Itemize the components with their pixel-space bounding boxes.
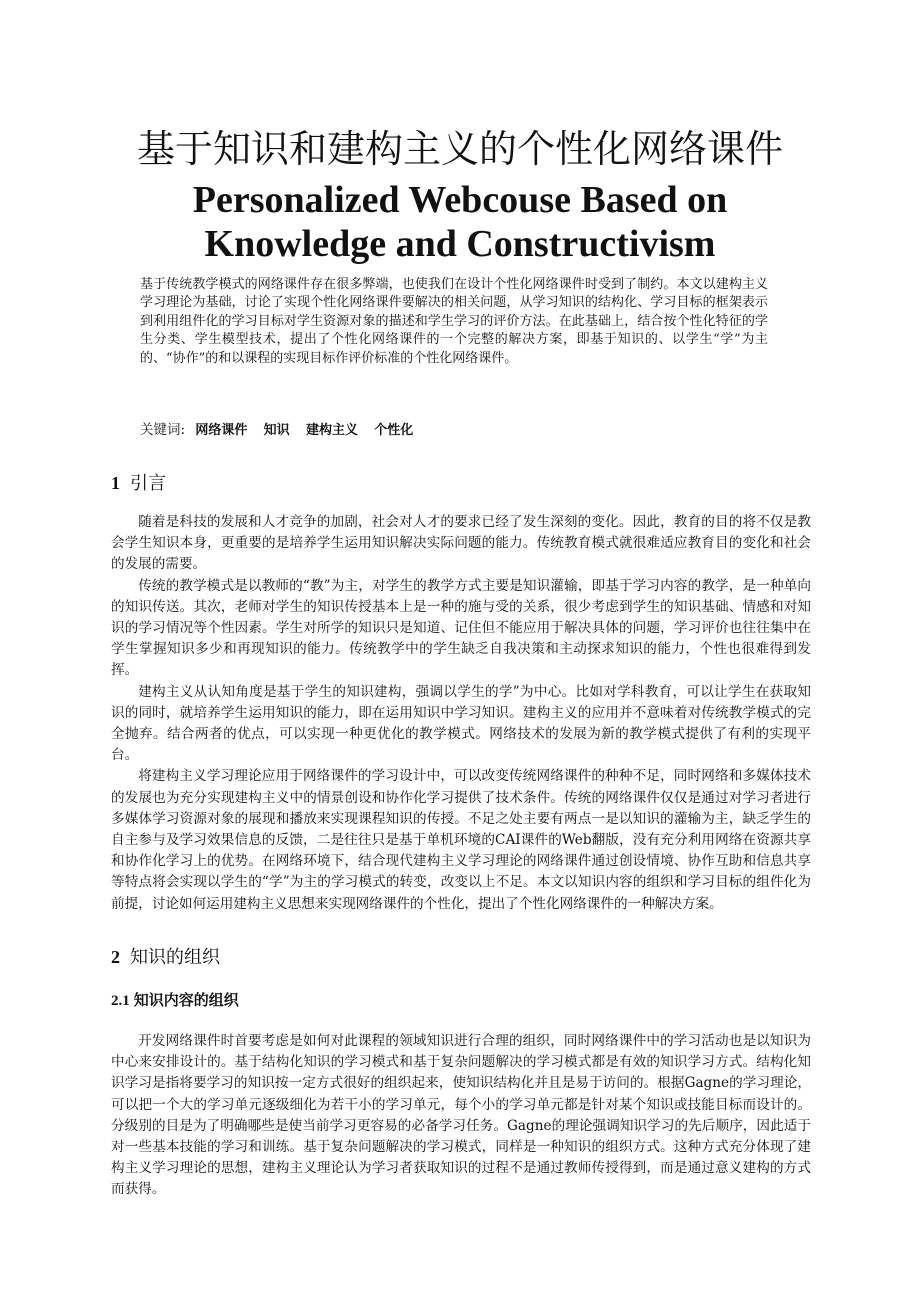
section-2-title: 知识的组织 bbox=[130, 947, 220, 968]
section-1-paragraph: 建构主义从认知角度是基于学生的知识建构，强调以学生的学”为中心。比如对学科教育，可以让学生在获取知识的同时，就培养学生运用知识的能力，即在运用知识中学习知识。建构主义的应用并不意味着对传统教学模式的完全抛弃。结合两者的优点，可以实现一种更优化的教学模式。网络技术的发展为新的教学模式提供了有利的实现平台。 bbox=[111, 683, 811, 764]
section-2-heading bbox=[111, 945, 220, 970]
keyword-4: 个性化 bbox=[374, 423, 414, 438]
section-1-paragraph: 将建构主义学习理论应用于网络课件的学习设计中，可以改变传统网络课件的种种不足，同时网络和多媒体技术的发展也为充分实现建构主义中的情景创设和协作化学习提供了技术条件。传统的网络课件仅仅是通过对学习者进行多媒体学习资源对象的展现和播放来实现课程知识的传授。不足之处主要有两点一是以知识的灌输为主，缺乏学生的自主参与及学习效果信息的反馈，二是往往只是基于单机环境的CAI课件的Web翻版，没有充分利用网络在资源共享和协作化学习上的优势。在网络环境下，结合现代建构主义学习理论的网络课件通过创设情境、协作互助和信息共享等特点将会实现以学生的“学”为主的学习模式的转变，改变以上不足。本文以知识内容的组织和学习目标的组件化为前提，讨论如何运用建构主义思想来实现网络课件的个性化，提出了个性化网络课件的一种解决方案。 bbox=[111, 768, 811, 912]
section-1-heading bbox=[111, 471, 166, 496]
keyword-2: 知识 bbox=[263, 423, 290, 438]
title-chinese: 基于知识和建构主义的个性化网络课件 bbox=[136, 127, 783, 171]
section-1-paragraph: 传统的教学模式是以教师的“教”为主，对学生的教学方式主要是知识灌输，即基于学习内容的教学，是一种单向的知识传送。其次，老师对学生的知识传授基本上是一种的施与受的关系，很少考虑到学生的知识基础、情感和对知识的学习情况等个性因素。学生对所学的知识只是知道、记住但不能应用于解决具体的问题，学习评价也往往集中在学生掌握知识多少和再现知识的能力。传统教学中的学生缺乏自我决策和主动探求知识的能力，个性也很难得到发挥。 bbox=[111, 577, 811, 679]
keywords-label: 关键词: bbox=[140, 422, 186, 438]
keyword-1: 网络课件 bbox=[195, 423, 248, 438]
keywords bbox=[140, 421, 768, 440]
keyword-3: 建构主义 bbox=[305, 423, 358, 438]
title-english-line2: Knowledge and Constructivism bbox=[204, 223, 716, 265]
section-2-number: 2 bbox=[111, 947, 120, 967]
section-2-1-body bbox=[111, 1031, 811, 1201]
title-english bbox=[0, 178, 920, 266]
section-2-1-title: 知识内容的组织 bbox=[133, 991, 239, 1009]
section-2-1-number: 2.1 bbox=[111, 993, 130, 1009]
section-1-number: 1 bbox=[111, 473, 120, 493]
abstract: 基于传统教学模式的网络课件存在很多弊端，也使我们在设计个性化网络课件时受到了制约。本文以建构主义学习理论为基础，讨论了实现个性化网络课件要解决的相关问题，从学习知识的结构化、学习目标的框架表示到利用组件化的学习目标对学生资源对象的描述和学生学习的评价方法。在此基础上，结合按个性化特征的学生分类、学生模型技术，提出了个性化网络课件的一个完整的解决方案，即基于知识的、以学生“学”为主的、“协作”的和以课程的实现目标作评价标准的个性化网络课件。 bbox=[140, 277, 768, 366]
section-1-body bbox=[111, 512, 811, 915]
section-1-title: 引言 bbox=[130, 473, 166, 494]
title-english-line1: Personalized Webcouse Based on bbox=[192, 179, 728, 221]
section-1-paragraph: 随着是科技的发展和人才竞争的加剧，社会对人才的要求已经了发生深刻的变化。因此，教育的目的将不仅是教会学生知识本身，更重要的是培养学生运用知识解决实际问题的能力。传统教育模式就很难适应教育目的变化和社会的发展的需要。 bbox=[111, 514, 811, 573]
section-2-1-paragraph: 开发网络课件时首要考虑是如何对此课程的领域知识进行合理的组织，同时网络课件中的学习活动也是以知识为中心来安排设计的。基于结构化知识的学习模式和基于复杂问题解决的学习模式都是有效的知识学习方式。结构化知识学习是指将要学习的知识按一定方式很好的组织起来，使知识结构化并且是易于访问的。根据Gagne的学习理论，可以把一个大的学习单元逐级细化为若干小的学习单元，每个小的学习单元都是针对某个知识或技能目标而设计的。分级别的目是为了明确哪些是使当前学习更容易的必备学习任务。Gagne的理论强调知识学习的先后顺序，因此适于对一些基本技能的学习和训练。基于复杂问题解决的学习模式，同样是一种知识的组织方式。这种方式充分体现了建构主义学习理论的思想，建构主义理论认为学习者获取知识的过程不是通过教师传授得到，而是通过意义建构的方式而获得。 bbox=[111, 1033, 811, 1198]
section-2-1-heading bbox=[111, 990, 239, 1011]
